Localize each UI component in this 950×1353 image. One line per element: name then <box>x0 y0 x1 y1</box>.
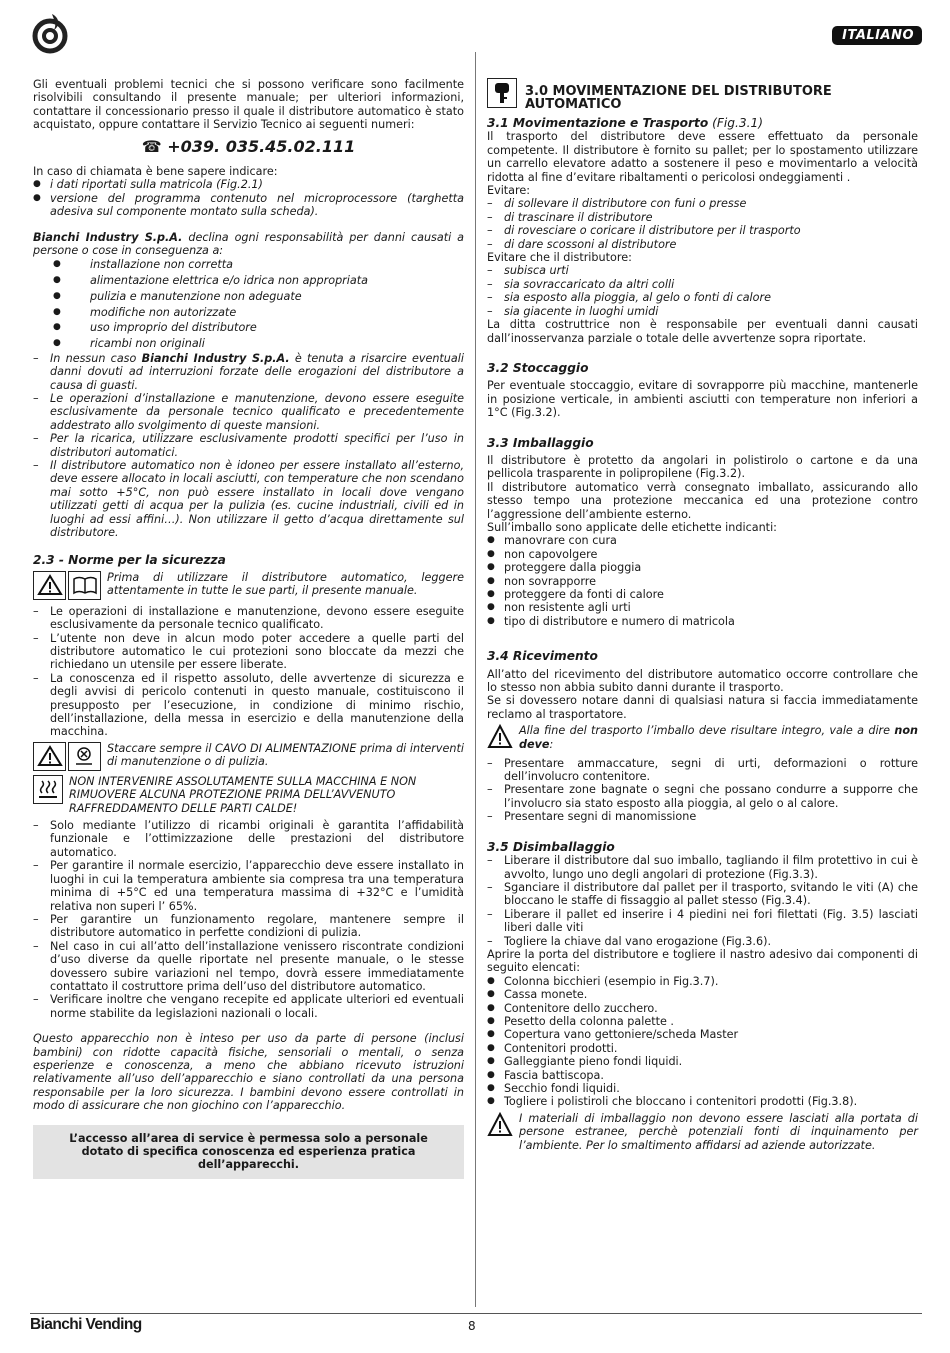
warning-triangle-icon <box>33 742 66 771</box>
bianchi-logo-icon <box>30 12 72 54</box>
list-item: – Presentare segni di manomissione <box>487 810 918 823</box>
list-item: – sia esposto alla pioggia, al gelo o fonti di calore <box>487 291 918 304</box>
list-item: ● modifiche non autorizzate <box>33 305 464 321</box>
hot-parts-warning <box>33 775 464 815</box>
avoid-list <box>487 197 918 251</box>
list-item: ● tipo di distributore e numero di matricola <box>487 615 918 628</box>
list-item <box>33 352 464 392</box>
warning-triangle-icon <box>487 1112 513 1152</box>
list-item: ● ricambi non originali <box>33 336 464 352</box>
intro-text: Gli eventuali problemi tecnici che si possono verificare sono facilmente risolvibili consultando il presente manuale; per ulteriori informazioni, contattare il concessionario presso il quale il distributore automatico è stato acquistato, oppure contattare il Servizio Tecnico ai seguenti numeri: <box>33 78 464 132</box>
paragraph: Evitare che il distributore: <box>487 251 632 265</box>
figure-ref: (Fig.3.1) <box>708 116 764 130</box>
list-item: ● Contenitori prodotti. <box>487 1042 918 1055</box>
notes-list <box>33 352 464 540</box>
list-item: – di dare scossoni al distributore <box>487 238 918 251</box>
paragraph: Sull’imballo sono applicate delle etichette indicanti: <box>487 520 777 534</box>
list-item: ● non sovrapporre <box>487 575 918 588</box>
list-item: – Le operazioni d’installazione e manutenzione, devono essere eseguite esclusivamente da personale tecnico qualificato e precedentemente addestrato allo svolgimento di queste mansioni. <box>33 392 464 432</box>
main-heading <box>487 78 918 111</box>
paragraph: Se si dovessero notare danni di qualsiasi natura si faccia immediatamente reclamo al trasportatore. <box>487 694 918 721</box>
page-title: 3.0 MOVIMENTAZIONE DEL DISTRIBUTORE AUTOMATICO <box>525 84 832 112</box>
key-icon <box>487 78 517 108</box>
paragraph: Il trasporto del distributore deve essere effettuato da personale competente. Il distributore è fornito su pallet; per lo spostamento utilizzare un carrello elevatore adatto a sostenere il peso e movimentarlo a velocità ridotta al fine d’evitare ribaltamenti o pericolosi ondeggiamenti . <box>487 130 918 184</box>
list-item: ● installazione non corretta <box>33 257 464 273</box>
paragraph: La ditta costruttrice non è responsabile per eventuali danni causati dall’inosservanza parziale o totale delle avvertenze sopra riportate. <box>487 318 918 345</box>
list-item: ● Secchio fondi liquidi. <box>487 1082 918 1095</box>
list-item: ● proteggere da fonti di calore <box>487 588 918 601</box>
call-intro: In caso di chiamata è bene sapere indicare: <box>33 165 278 179</box>
section-title-text: 3.1 Movimentazione e Trasporto <box>487 116 709 130</box>
list-item: ● pulizia e manutenzione non adeguate <box>33 289 464 305</box>
list-item: ● Copertura vano gettoniere/scheda Master <box>487 1028 918 1041</box>
list-item: – La conoscenza ed il rispetto assoluto, delle avvertenze di sicurezza e degli avvisi di pericolo contenuti in questo manuale, costituiscono il presupposto per l’esecuzione, in condizione di minimo rischio, dell’installazione, della messa in esercizio e della manutenzione della macchina. <box>33 672 464 739</box>
list-item: ● uso improprio del distributore <box>33 320 464 336</box>
list-item: – Per garantire un funzionamento regolare, mantenere sempre il distributore automatico in perfette condizioni di pulizia. <box>33 913 464 940</box>
list-item: – Per garantire il normale esercizio, l’apparecchio deve essere installato in luoghi in cui la temperatura ambiente sia compresa tra una temperatura minima di +5°C ed una temperatura massima di +32°C e l’umidità relativa non superi l’ 65%. <box>33 859 464 913</box>
page-number: 8 <box>468 1319 476 1333</box>
packaging-disposal-warning <box>487 1112 918 1152</box>
integrity-warning <box>487 724 918 753</box>
left-column <box>33 78 464 1179</box>
list-item: – Liberare il distributore dal suo imballo, tagliando il film protettivo in cui è avvolto, lungo uno degli angolari di protezione (Fig.3.3). <box>487 854 918 881</box>
list-item: – Liberare il pallet ed inserire i 4 piedini nei fori filettati (Fig. 3.5) lasciati liberi dalle viti <box>487 908 918 935</box>
labels-list <box>487 534 918 628</box>
paragraph: Per eventuale stoccaggio, evitare di sovrapporre più macchine, mantenerle in posizione verticale, in ambienti asciutti con temperature non inferiori a 1°C (Fig.3.2). <box>487 379 918 420</box>
avoid2-list <box>487 264 918 318</box>
phone-number <box>33 136 464 156</box>
note-text: è tenuta a risarcire eventuali danni dovuti ad interruzioni forzate delle erogazioni del distributore a causa di guasti. <box>50 351 464 392</box>
call-list <box>33 178 464 218</box>
list-item: – Sganciare il distributore dal pallet per il trasporto, svitando le viti (A) che bloccano le staffe di fissaggio al pallet stesso (Fig.3.4). <box>487 881 918 908</box>
more-safety-list <box>33 819 464 1020</box>
list-item: ● Fascia battiscopa. <box>487 1069 918 1082</box>
section-title <box>487 117 918 130</box>
list-item: ● proteggere dalla pioggia <box>487 561 918 574</box>
paragraph: Aprire la porta del distributore e togliere il nastro adesivo dai componenti di seguito elencati: <box>487 947 918 975</box>
section-title: 3.2 Stoccaggio <box>487 360 589 375</box>
section-title: 3.4 Ricevimento <box>487 649 598 664</box>
warning-triangle-icon <box>487 724 513 753</box>
section-title: 3.5 Disimballaggio <box>487 839 615 854</box>
list-item: ● manovrare con cura <box>487 534 918 547</box>
section-title: 2.3 - Norme per la sicurezza <box>33 553 226 568</box>
list-item: – di sollevare il distributore con funi o presse <box>487 197 918 210</box>
footer-divider <box>30 1313 922 1314</box>
read-manual-warning <box>33 571 464 600</box>
right-column <box>487 78 918 1152</box>
list-item: – L’utente non deve in alcun modo poter accedere a quelle parti del distributore automatico le cui protezioni sono bloccate da mezzi che richiedano un utensile per essere liberate. <box>33 632 464 672</box>
section-title: 3.3 Imballaggio <box>487 435 594 450</box>
list-item: – Presentare zone bagnate o segni che possano condurre a supporre che l’involucro sia stato esposto alla pioggia, al gelo o al calore. <box>487 783 918 810</box>
column-divider <box>475 52 476 1307</box>
warning-triangle-icon <box>33 571 66 600</box>
service-access-box: L’accesso all’area di service è permessa solo a personale dotato di specifica conoscenza ed esperienza pratica dell’apparecchi. <box>33 1125 464 1179</box>
phone-icon: ☎ <box>141 136 168 156</box>
footer-brand: Bianchi Vending <box>30 1316 142 1333</box>
warning-text: Staccare sempre il CAVO DI ALIMENTAZIONE prima di interventi di manutenzione o di pulizia. <box>107 741 464 769</box>
list-item: – subisca urti <box>487 264 918 277</box>
note-text: In nessun caso <box>50 351 142 365</box>
company-name: Bianchi Industry S.p.A. <box>33 230 183 244</box>
list-item: – Il distributore automatico non è idoneo per essere installato all’esterno, deve essere allocato in locali asciutti, con temperature che non scendano mai sotto +5°C, non può essere installato in locali dove vengano utilizzati getti di acqua per la pulizia (es. cucine industriali, civili ed in luoghi ad essi affini…). Non utilizzare il getto d’acqua direttamente sul distributore. <box>33 459 464 539</box>
warning-text: I materiali di imballaggio non devono essere lasciati alla portata di persone estranee, perchè potenziali fonti di inquinamento per l’ambiente. Per lo smaltimento affidarsi ad aziende autorizzate. <box>519 1111 918 1152</box>
warning-emphasis: non deve <box>519 724 918 751</box>
language-badge: ITALIANO <box>832 26 922 45</box>
list-item: – Presentare ammaccature, segni di urti, deformazioni o rotture dell’involucro contenitore. <box>487 757 918 784</box>
safety-list <box>33 605 464 739</box>
list-item: – di trascinare il distributore <box>487 211 918 224</box>
liability-text <box>33 231 464 258</box>
list-item: – Verificare inoltre che vengano recepite ed applicate ulteriori ed eventuali norme stabilite da legislazioni nazionali o locali. <box>33 993 464 1020</box>
warning-text-part: : <box>549 737 554 751</box>
causes-list <box>33 257 464 351</box>
list-item: – Togliere la chiave dal vano erogazione (Fig.3.6). <box>487 935 918 948</box>
warning-text-part: Alla fine del trasporto l’imballo deve risultare integro, vale a dire <box>519 724 895 738</box>
components-list <box>487 975 918 1109</box>
list-item: – di rovesciare o coricare il distributore per il trasporto <box>487 224 918 237</box>
manual-book-icon <box>68 571 101 600</box>
unplug-icon <box>68 742 101 771</box>
unpacking-list <box>487 854 918 948</box>
company-name: Bianchi Industry S.p.A. <box>141 351 290 365</box>
list-item: ● alimentazione elettrica e/o idrica non appropriata <box>33 273 464 289</box>
paragraph: All’atto del ricevimento del distributore automatico occorre controllare che lo stesso non abbia subito danni durante il trasporto. <box>487 667 918 695</box>
liability-body: declina ogni responsabilità per danni causati a persone o cose in conseguenza a: <box>33 230 465 258</box>
hot-surface-icon <box>33 775 63 804</box>
list-item: ● Togliere i polistiroli che bloccano i contenitori prodotti (Fig.3.8). <box>487 1095 918 1108</box>
warning-text: Prima di utilizzare il distributore automatico, leggere attentamente in tutte le sue parti, il presente manuale. <box>107 570 464 598</box>
list-item: ● Cassa monete. <box>487 988 918 1001</box>
paragraph: Evitare: <box>487 184 531 198</box>
children-note: Questo apparecchio non è inteso per uso da parte di persone (inclusi bambini) con ridotte capacità fisiche, sensoriali o mentali, o senza esperienze e conoscenza, a meno che abbiano ricevuto istruzioni relativamente all’uso dell’apparecchio e siano controllati da una persona responsabile per la loro sicurezza. I bambini devono essere controllati in modo di assicurare che non giochino con l’apparecchio. <box>33 1032 464 1113</box>
list-item: – Per la ricarica, utilizzare esclusivamente prodotti specifici per l’uso in distributori automatici. <box>33 432 464 459</box>
list-item: – sia giacente in luoghi umidi <box>487 305 918 318</box>
warning-text: NON INTERVENIRE ASSOLUTAMENTE SULLA MACCHINA E NON RIMUOVERE ALCUNA PROTEZIONE PRIMA DELL’AVVENUTO RAFFREDDAMENTO DELLE PARTI CALDE! <box>69 774 417 815</box>
list-item: ● versione del programma contenuto nel microprocessore (targhetta adesiva sul componente montato sulla scheda). <box>33 192 464 219</box>
list-item: – Nel caso in cui all’atto dell’installazione venissero riscontrate condizioni d’uso diverse da quelle riportate nel presente manuale, o le stesse dovessero subire variazioni nel tempo, dovrà essere immediatamente contattato il costruttore prima dell’uso del distributore automatico. <box>33 940 464 994</box>
list-item: – Solo mediante l’utilizzo di ricambi originali è garantita l’affidabilità funzionale e l’ottimizzazione delle prestazioni del distributore automatico. <box>33 819 464 859</box>
phone-value: +039. 035.45.02.111 <box>167 136 356 156</box>
list-item: ● i dati riportati sulla matricola (Fig.2.1) <box>33 178 464 191</box>
list-item: ● Colonna bicchieri (esempio in Fig.3.7). <box>487 975 918 988</box>
list-item: ● Contenitore dello zucchero. <box>487 1002 918 1015</box>
list-item: ● non resistente agli urti <box>487 601 918 614</box>
list-item: ● Galleggiante pieno fondi liquidi. <box>487 1055 918 1068</box>
list-item: – Le operazioni di installazione e manutenzione, devono essere eseguite esclusivamente da personale tecnico qualificato. <box>33 605 464 632</box>
list-item: – sia sovraccaricato da altri colli <box>487 278 918 291</box>
list-item: ● Pesetto della colonna palette . <box>487 1015 918 1028</box>
paragraph: Il distributore è protetto da angolari in polistirolo o cartone e da una pellicola trasparente in polipropilene (Fig.3.2). <box>487 453 918 481</box>
damage-list <box>487 757 918 824</box>
list-item: ● non capovolgere <box>487 548 918 561</box>
cable-warning <box>33 742 464 771</box>
warning-text <box>519 724 918 753</box>
paragraph: Il distributore automatico verrà consegnato imballato, assicurando allo stesso tempo una protezione meccanica ed una protezione contro l’aggressione dell’ambiente esterno. <box>487 480 918 521</box>
